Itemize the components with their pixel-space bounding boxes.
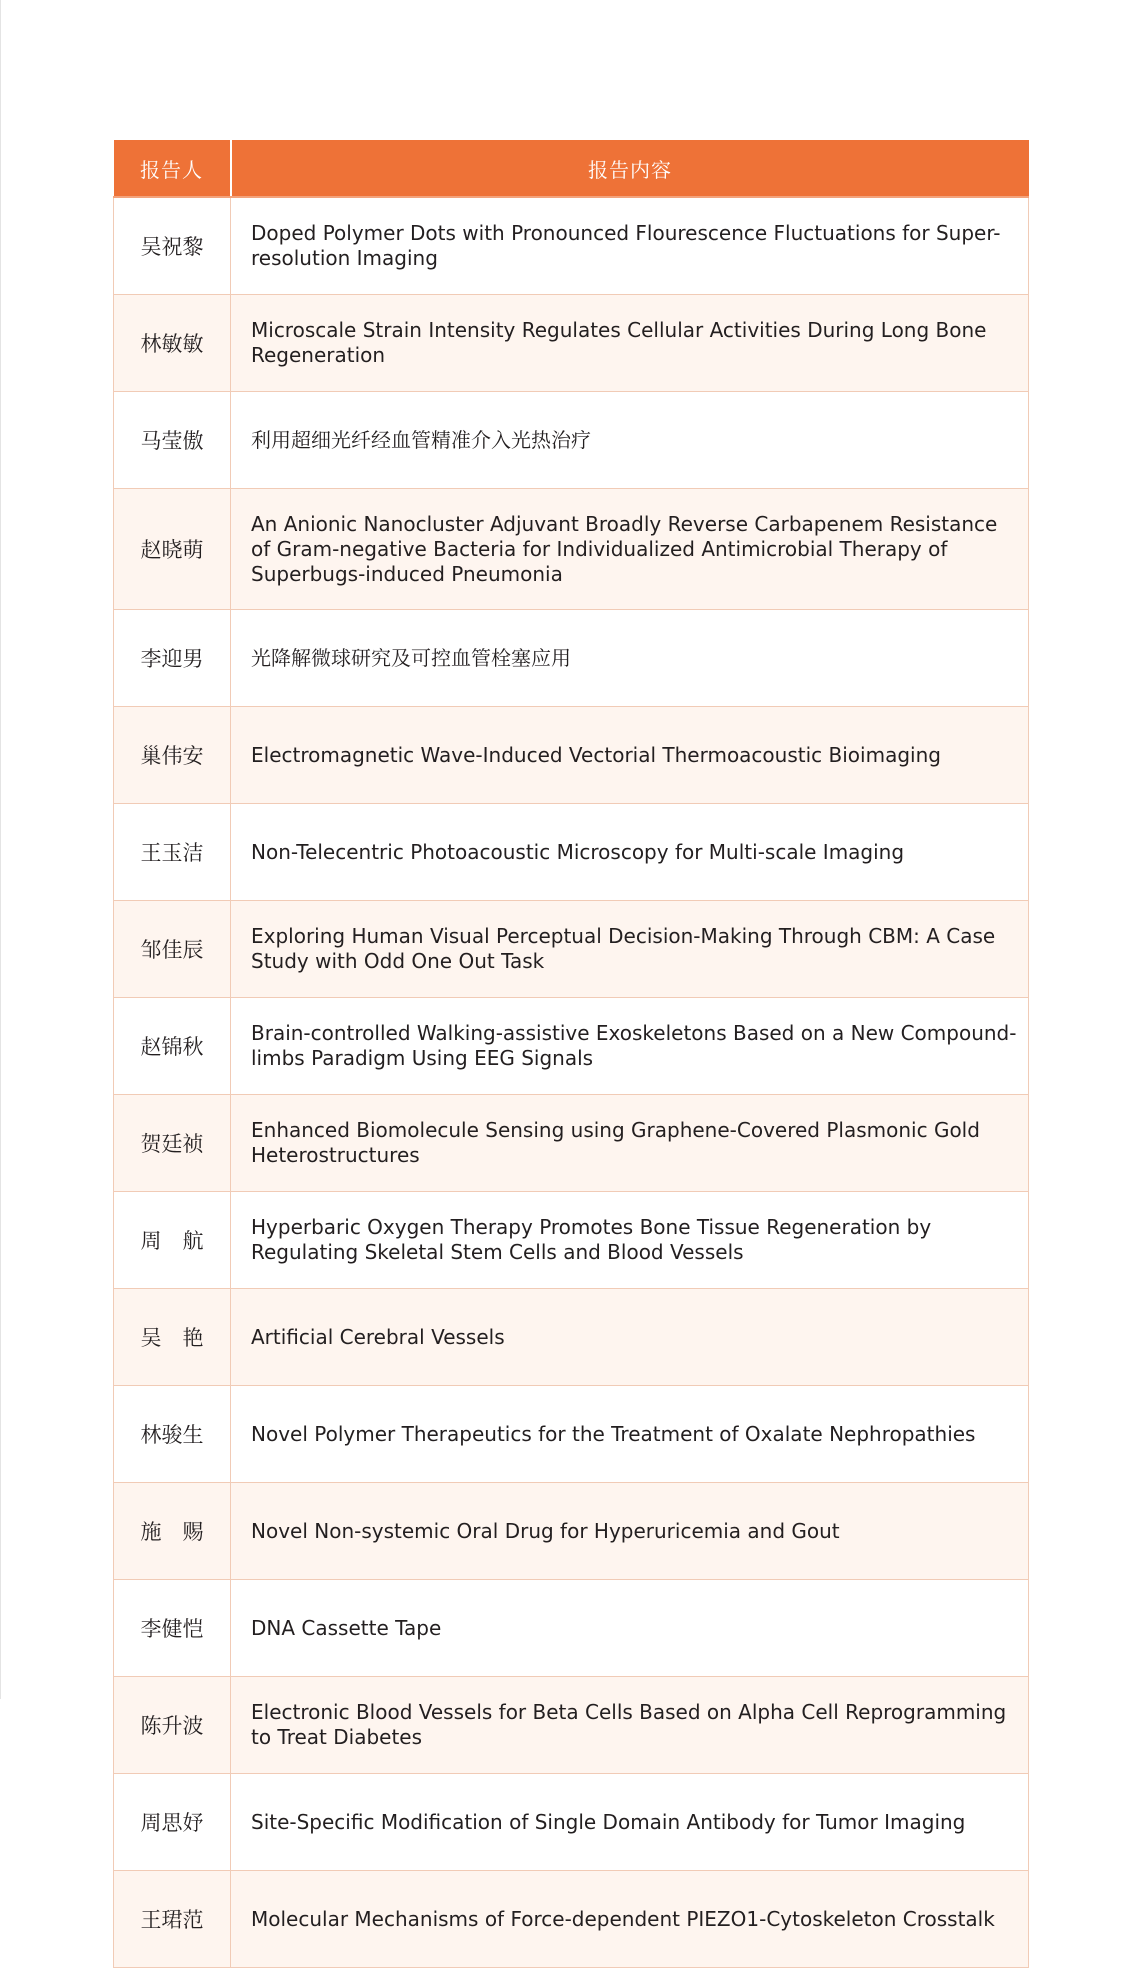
report-topic: 光降解微球研究及可控血管栓塞应用 xyxy=(231,610,1029,707)
report-topic: An Anionic Nanocluster Adjuvant Broadly Reverse Carbapenem Resistance of Gram-negative Bacteria for Individualized Antimicrobial Therapy of Superbugs-induced Pneumonia xyxy=(231,489,1029,610)
speaker-name: 吴 艳 xyxy=(114,1289,231,1386)
speaker-name: 邹佳辰 xyxy=(114,901,231,998)
table-header-row xyxy=(114,140,1029,197)
table-row xyxy=(114,1580,1029,1677)
report-topic: Hyperbaric Oxygen Therapy Promotes Bone Tissue Regeneration by Regulating Skeletal Stem Cells and Blood Vessels xyxy=(231,1192,1029,1289)
speaker-name: 李迎男 xyxy=(114,610,231,707)
speaker-name: 王珺范 xyxy=(114,1871,231,1968)
speaker-name: 吴祝黎 xyxy=(114,197,231,295)
speaker-name: 陈升波 xyxy=(114,1677,231,1774)
speaker-name: 林敏敏 xyxy=(114,295,231,392)
report-topic: Electromagnetic Wave-Induced Vectorial Thermoacoustic Bioimaging xyxy=(231,707,1029,804)
report-topic: DNA Cassette Tape xyxy=(231,1580,1029,1677)
report-topic: Molecular Mechanisms of Force-dependent PIEZO1-Cytoskeleton Crosstalk xyxy=(231,1871,1029,1968)
report-topic: Non-Telecentric Photoacoustic Microscopy for Multi-scale Imaging xyxy=(231,804,1029,901)
speaker-name: 马莹傲 xyxy=(114,392,231,489)
table-row xyxy=(114,998,1029,1095)
table-row xyxy=(114,1386,1029,1483)
report-topic: Novel Polymer Therapeutics for the Treatment of Oxalate Nephropathies xyxy=(231,1386,1029,1483)
table-row xyxy=(114,1192,1029,1289)
speaker-name: 贺廷祯 xyxy=(114,1095,231,1192)
report-topic: Electronic Blood Vessels for Beta Cells Based on Alpha Cell Reprogramming to Treat Diabetes xyxy=(231,1677,1029,1774)
table-row xyxy=(114,610,1029,707)
table-row xyxy=(114,1483,1029,1580)
report-schedule-table xyxy=(113,140,1029,1968)
report-topic: Brain-controlled Walking-assistive Exoskeletons Based on a New Compound-limbs Paradigm Using EEG Signals xyxy=(231,998,1029,1095)
page-edge-divider xyxy=(0,0,1,1699)
report-topic: 利用超细光纤经血管精准介入光热治疗 xyxy=(231,392,1029,489)
report-topic: Doped Polymer Dots with Pronounced Flourescence Fluctuations for Super-resolution Imaging xyxy=(231,197,1029,295)
speaker-name: 周 航 xyxy=(114,1192,231,1289)
table-row xyxy=(114,295,1029,392)
table-row xyxy=(114,1289,1029,1386)
speaker-name: 王玉洁 xyxy=(114,804,231,901)
speaker-name: 施 赐 xyxy=(114,1483,231,1580)
topic-column-header: 报告内容 xyxy=(231,140,1029,197)
report-topic: Site-Specific Modification of Single Domain Antibody for Tumor Imaging xyxy=(231,1774,1029,1871)
speaker-name: 赵晓萌 xyxy=(114,489,231,610)
report-topic: Microscale Strain Intensity Regulates Cellular Activities During Long Bone Regeneration xyxy=(231,295,1029,392)
table-row xyxy=(114,1871,1029,1968)
speaker-name: 巢伟安 xyxy=(114,707,231,804)
report-topic: Artificial Cerebral Vessels xyxy=(231,1289,1029,1386)
speaker-name: 林骏生 xyxy=(114,1386,231,1483)
speaker-column-header: 报告人 xyxy=(114,140,231,197)
report-topic: Novel Non-systemic Oral Drug for Hyperuricemia and Gout xyxy=(231,1483,1029,1580)
table-row xyxy=(114,1095,1029,1192)
table-row xyxy=(114,707,1029,804)
table-row xyxy=(114,489,1029,610)
table-row xyxy=(114,1677,1029,1774)
speaker-name: 李健恺 xyxy=(114,1580,231,1677)
table-row xyxy=(114,901,1029,998)
speaker-name: 赵锦秋 xyxy=(114,998,231,1095)
table-row xyxy=(114,1774,1029,1871)
report-topic: Exploring Human Visual Perceptual Decision-Making Through CBM: A Case Study with Odd One Out Task xyxy=(231,901,1029,998)
speaker-name: 周思妤 xyxy=(114,1774,231,1871)
table-row xyxy=(114,804,1029,901)
report-topic: Enhanced Biomolecule Sensing using Graphene-Covered Plasmonic Gold Heterostructures xyxy=(231,1095,1029,1192)
table-row xyxy=(114,392,1029,489)
table-row xyxy=(114,197,1029,295)
